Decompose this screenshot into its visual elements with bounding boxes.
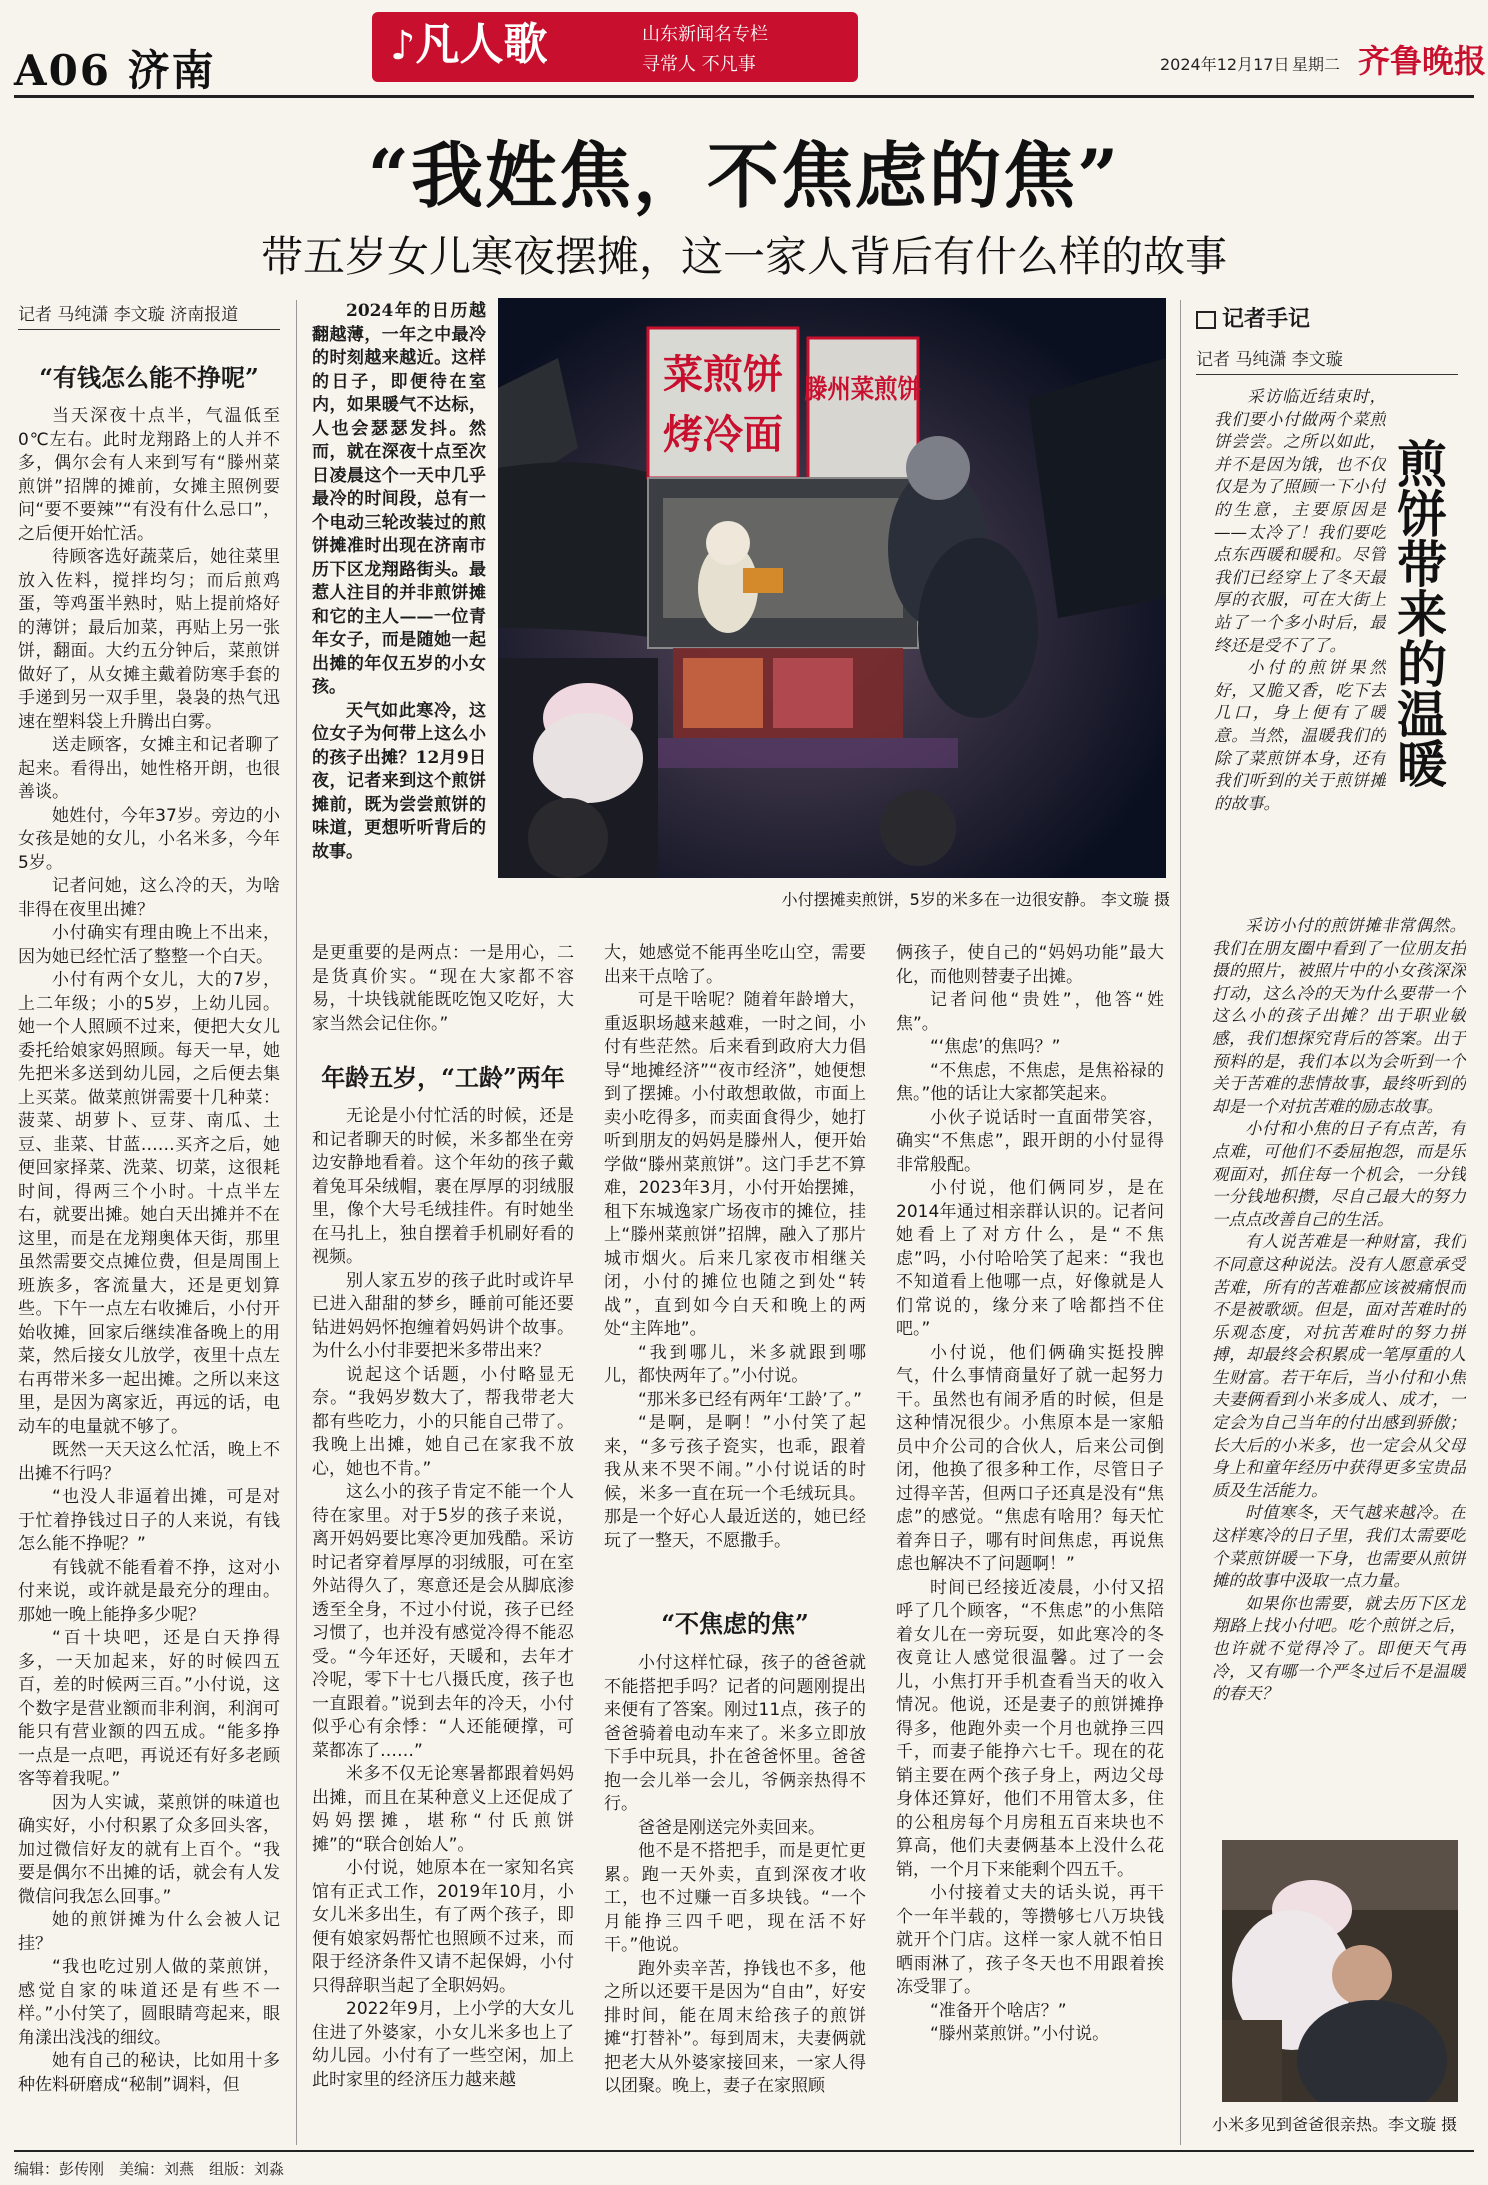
sidebar-paragraph: 如果你也需要，就去历下区龙翔路上找小付吧。吃个煎饼之后，也许就不觉得冷了。即便天气再冷，又有哪一个严冬过后不是温暖的春天？ bbox=[1212, 1593, 1466, 1704]
issue-weekday: 星期二 bbox=[1292, 55, 1341, 74]
paragraph: 小付确实有理由晚上不出来，因为她已经忙活了整整一个白天。 bbox=[18, 923, 280, 967]
lead-paragraph: 天气如此寒冷，这位女子为何带上这么小的孩子出摊？12月9日夜，记者来到这个煎饼摊前，既为尝尝煎饼的味道，更想听听背后的故事。 bbox=[312, 700, 486, 862]
paragraph: “那米多已经有两年‘工龄’了。” bbox=[638, 1389, 862, 1410]
issue-date: 2024年12月17日 bbox=[1160, 55, 1290, 74]
sidebar-paragraph: 时值寒冬，天气越来越冷。在这样寒冷的日子里，我们太需要吃个菜煎饼暖一下身，也需要从煎饼摊的故事中汲取一点力量。 bbox=[1212, 1503, 1466, 1591]
header-rule bbox=[14, 95, 1474, 98]
byline: 记者 马纯潇 李文璇 济南报道 bbox=[18, 300, 280, 330]
sign-text-3: 滕州菜煎饼 bbox=[804, 373, 921, 405]
column-logo-text: 凡人歌 bbox=[415, 19, 548, 70]
sidebar-byline: 记者 马纯潇 李文璇 bbox=[1196, 345, 1458, 375]
paragraph: 2022年9月，上小学的大女儿住进了外婆家，小女儿米多也上了幼儿园。小付有了一些空闲，加上此时家里的经济压力越来越 bbox=[312, 1999, 574, 2090]
notebook-icon bbox=[1196, 311, 1216, 329]
column-tag-1: 山东新闻名专栏 bbox=[642, 24, 768, 45]
sidebar-paragraph: 采访小付的煎饼摊非常偶然。我们在朋友圈中看到了一位朋友拍摄的照片，被照片中的小女孩深深打动，这么冷的天为什么要带一个这么小的孩子出摊？出于职业敏感，我们想探究背后的答案。出于预料的是，我们本以为会听到一个关于苦难的悲情故事，最终听到的却是一个对抗苦难的励志故事。 bbox=[1212, 916, 1466, 1116]
sign-text-1: 菜煎饼 bbox=[663, 352, 783, 398]
main-photo-caption: 小付摆摊卖煎饼，5岁的米多在一边很安静。 李文璇 摄 bbox=[781, 890, 1170, 909]
paragraph: 记者问她，这么冷的天，为啥非得在夜里出摊？ bbox=[18, 876, 280, 920]
paragraph: 可是干啥呢？随着年龄增大，重返职场越来越难，一时之间，小付有些茫然。后来看到政府大力倡导“地摊经济”“夜市经济”，她便想到了摆摊。小付敢想敢做，市面上卖小吃得多，而卖面食得少，她打听到朋友的妈妈是滕州人，便开始学做“滕州菜煎饼”。这门手艺不算难，2023年3月，小付开始摆摊，租下东城逸家广场夜市的摊位，挂上“滕州菜煎饼”招牌，融入了那片城市烟火。后来几家夜市相继关闭，小付的摊位也随之到处“转战”，直到如今白天和晚上的两处“主阵地”。 bbox=[604, 990, 866, 1339]
paragraph: 小付说，她原本在一家知名宾馆有正式工作，2019年10月，小女儿米多出生，有了两个孩子，即便有娘家妈帮忙也照顾不过来，而限于经济条件又请不起保姆，小付只得辞职当起了全职妈妈。 bbox=[312, 1858, 574, 1996]
lead-paragraph: 2024年的日历越翻越薄，一年之中最冷的时刻越来越近。这样的日子，即便待在室内，如果暖气不达标，人也会瑟瑟发抖。然而，就在深夜十点至次日凌晨这个一天中几乎最冷的时间段，总有一个电动三轮改装过的煎饼摊准时出现在济南市历下区龙翔路街头。最惹人注目的并非煎饼摊和它的主人——一位青年女子，而是随她一起出摊的年仅五岁的小女孩。 bbox=[312, 301, 486, 697]
sidebar-title bbox=[1196, 302, 1310, 333]
paragraph: 送走顾客，女摊主和记者聊了起来。看得出，她性格开朗，也很善谈。 bbox=[18, 735, 280, 802]
paragraph: 因为人实诚，菜煎饼的味道也确实好，小付积累了众多回头客，加过微信好友的就有上百个。“我要是偶尔不出摊的话，就会有人发微信问我怎么回事。” bbox=[18, 1792, 280, 1907]
paragraph: 他不是不搭把手，而是更忙更累。跑一天外卖，直到深夜才收工，也不过赚一百多块钱。“一个月能挣三四千吧，现在活不好干。”他说。 bbox=[604, 1841, 866, 1955]
footer-rule bbox=[14, 2150, 1474, 2152]
paragraph: “我也吃过别人做的菜煎饼，感觉自家的味道还是有些不一样。”小付笑了，圆眼睛弯起来，眼角漾出浅浅的细纹。 bbox=[18, 1957, 280, 2048]
paragraph: “‘焦虑’的焦吗？” bbox=[930, 1037, 1061, 1057]
paragraph: 她有自己的秘诀，比如用十多种佐料研磨成“秘制”调料，但 bbox=[18, 2051, 280, 2095]
editor-credits: 编辑：彭传刚 美编：刘燕 组版：刘淼 bbox=[14, 2160, 285, 2178]
section-title-1: “有钱怎么能不挣呢” bbox=[39, 363, 259, 392]
lead-text bbox=[312, 300, 486, 930]
column-3b-text bbox=[604, 1652, 866, 2145]
paragraph: 俩孩子，使自己的“妈妈功能”最大化，而他则替妻子出摊。 bbox=[896, 943, 1164, 987]
paragraph: 小付这样忙碌，孩子的爸爸就不能搭把手吗？记者的问题刚提出来便有了答案。刚过11点，孩子的爸爸骑着电动车来了。米多立即放下手中玩具，扑在爸爸怀里。爸爸抱一会儿举一会儿，爷俩亲热得不行。 bbox=[604, 1653, 866, 1814]
sidebar-paragraph: 采访临近结束时，我们要小付做两个菜煎饼尝尝。之所以如此，并不是因为饿，也不仅仅是为了照顾一下小付的生意，主要原因是——太冷了！我们要吃点东西暖和暖和。尽管我们已经穿上了冬天最厚的衣服，可在大街上站了一个多小时后，最终还是受不了了。 bbox=[1214, 387, 1386, 655]
sign-text-2: 烤冷面 bbox=[663, 412, 783, 458]
paragraph: 无论是小付忙活的时候，还是和记者聊天的时候，米多都坐在旁边安静地看着。这个年幼的孩子戴着兔耳朵绒帽，裹在厚厚的羽绒服里，像个大号毛绒挂件。有时她坐在马扎上，独自摆着手机刷好看的视频。 bbox=[312, 1106, 574, 1267]
sidebar-paragraph: 小付和小焦的日子有点苦，有点难，可他们不委屈抱怨，而是乐观面对，抓住每一个机会，一分钱一分钱地积攒，尽自己最大的努力一点点改善自己的生活。 bbox=[1212, 1119, 1466, 1229]
paragraph: “百十块吧，还是白天挣得多，一天加起来，好的时候四五百，差的时候两三百。”小付说，这个数字是营业额而非利润，利润可能只有营业额的四五成。“能多挣一点是一点吧，再说还有好多老顾客等着我呢。” bbox=[18, 1628, 280, 1789]
paragraph: 有钱就不能看着不挣，这对小付来说，或许就是最充分的理由。那她一晚上能挣多少呢？ bbox=[18, 1557, 280, 1625]
paragraph: “也没人非逼着出摊，可是对于忙着挣钱过日子的人来说，有钱怎么能不挣呢？” bbox=[18, 1487, 280, 1554]
paragraph: 小付接着丈夫的话头说，再干个一年半载的，等攒够七八万块钱就开个门店。这样一家人就不怕日晒雨淋了，孩子冬天也不用跟着挨冻受罪了。 bbox=[896, 1883, 1164, 1997]
paragraph: 小伙子说话时一直面带笑容，确实“不焦虑”，跟开朗的小付显得非常般配。 bbox=[896, 1107, 1164, 1175]
paragraph: 大，她感觉不能再坐吃山空，需要出来干点啥了。 bbox=[604, 943, 866, 987]
paragraph: 她的煎饼摊为什么会被人记挂？ bbox=[18, 1910, 280, 1954]
food-stall-illustration bbox=[498, 298, 1166, 878]
paragraph: 时间已经接近凌晨，小付又招呼了几个顾客，“不焦虑”的小焦陪着女儿在一旁玩耍，如此寒冷的冬夜竟让人感觉很温馨。过了一会儿，小焦打开手机查看当天的收入情况。他说，还是妻子的煎饼摊挣得多，他跑外卖一个月也就挣三四千，而妻子能挣六七千。现在的花销主要在两个孩子身上，两边父母身体还算好，他们不用管太多，住的公租房每个月房租五百来块也不算高，他们夫妻俩基本上没什么花销，一个月下来能剩个四五千。 bbox=[896, 1577, 1164, 1880]
paragraph: 待顾客选好蔬菜后，她往菜里放入佐料，搅拌均匀；而后煎鸡蛋，等鸡蛋半熟时，贴上提前烙好的薄饼；最后加菜，再贴上另一张饼，翻面。大约五分钟后，菜煎饼做好了，从女摊主戴着防寒手套的手递到另一双手里，袅袅的热气迅速在塑料袋上升腾出白雾。 bbox=[18, 547, 280, 732]
column-1-text bbox=[18, 405, 280, 2145]
paragraph: 当天深夜十点半，气温低至0℃左右。此时龙翔路上的人并不多，偶尔会有人来到写有“滕州菜煎饼”招牌的摊前，女摊主照例要问“要不要辣”“有没有什么忌口”，之后便开始忙活。 bbox=[18, 406, 280, 544]
column-2-top-text bbox=[312, 942, 574, 1036]
paragraph: 记者问他“贵姓”，他答“姓焦”。 bbox=[896, 990, 1164, 1034]
paragraph: 别人家五岁的孩子此时或许早已进入甜甜的梦乡，睡前可能还要钻进妈妈怀抱缠着妈妈讲个故事。为什么小付非要把米多带出来？ bbox=[312, 1270, 574, 1361]
paragraph: 小付有两个女儿，大的7岁，上二年级；小的5岁，上幼儿园。她一个人照顾不过来，便把大女儿委托给娘家妈照顾。每天一早，她先把米多送到幼儿园，之后便去集上买菜。做菜煎饼需要十几种菜：菠菜、胡萝卜、豆芽、南瓜、土豆、韭菜、甘蓝……买齐之后，她便回家择菜、洗菜、切菜，这很耗时间，得两三个小时。十点半左右，就要出摊。她白天出摊并不在这里，而是在龙翔奥体天街，那里虽然需要交点摊位费，但是周围上班族多，客流量大，还是更划算些。下午一点左右收摊后，小付开始收摊，回家后继续准备晚上的用菜，然后接女儿放学，夜里十点左右再带米多一起出摊。之所以来这里，是因为离家近，再远的话，电动车的电量就不够了。 bbox=[18, 970, 280, 1437]
column-divider bbox=[1180, 300, 1181, 2145]
sidebar-photo bbox=[1222, 1840, 1458, 2102]
sidebar-paragraph: 有人说苦难是一种财富，我们不同意这种说法。没有人愿意承受苦难，所有的苦难都应该被痛恨而不是被歌颂。但是，面对苦难时的乐观态度，对抗苦难时的努力拼搏，却最终会积累成一笔厚重的人生财富。若干年后，当小付和小焦夫妻俩看到小米多成人、成才，一定会为自己当年的付出感到骄傲；长大后的小米多，也一定会从父母身上和童年经历中获得更多宝贵品质及生活能力。 bbox=[1212, 1232, 1466, 1500]
sidebar-text-wide bbox=[1212, 915, 1466, 1835]
column-logo bbox=[390, 12, 590, 78]
paragraph: 既然一天天这么忙活，晚上不出摊不行吗？ bbox=[18, 1440, 280, 1484]
sidebar-paragraph: 小付的煎饼果然好，又脆又香，吃下去几口，身上便有了暖意。当然，温暖我们的除了菜煎饼本身，还有我们听到的关于煎饼摊的故事。 bbox=[1214, 658, 1386, 813]
column-divider bbox=[296, 300, 297, 2145]
paragraph: 是更重要的是两点：一是用心，二是货真价实。“现在大家都不容易，十块钱就能既吃饱又吃好，大家当然会记住你。” bbox=[312, 943, 574, 1034]
paragraph: 米多不仅无论寒暑都跟着妈妈出摊，而且在某种意义上还促成了妈妈摆摊，堪称“付氏煎饼摊”的“联合创始人”。 bbox=[312, 1764, 574, 1855]
column-tag-2: 寻常人 不凡事 bbox=[642, 54, 756, 75]
sidebar-text-narrow bbox=[1214, 386, 1386, 906]
paragraph: 跑外卖辛苦，挣钱也不多，他之所以还要干是因为“自由”，好安排时间，能在周末给孩子的煎饼摊“打替补”。每到周末，夫妻俩就把老大从外婆家接回来，一家人得以团聚。晚上，妻子在家照顾 bbox=[604, 1958, 866, 2096]
paragraph: 这么小的孩子肯定不能一个人待在家里。对于5岁的孩子来说，离开妈妈要比寒冷更加残酷。采访时记者穿着厚厚的羽绒服，可在室外站得久了，寒意还是会从脚底渗透至全身，不过小付说，孩子已经习惯了，也并没有感觉冷得不能忍受。“今年还好，天暖和，去年才冷呢，零下十七八摄氏度，孩子也一直跟着。”说到去年的冷天，小付似乎心有余悸：“人还能硬撑，可菜都冻了……” bbox=[312, 1482, 574, 1761]
paragraph: 爸爸是刚送完外卖回来。 bbox=[638, 1817, 825, 1838]
column-banner bbox=[372, 6, 858, 88]
column-4-text bbox=[896, 942, 1164, 2145]
page-label: A06 济南 bbox=[14, 46, 216, 95]
section-title-2: 年龄五岁，“工龄”两年 bbox=[321, 1063, 565, 1092]
section-title-3: “不焦虑的焦” bbox=[661, 1609, 809, 1638]
sidebar-title-text: 记者手记 bbox=[1222, 306, 1311, 332]
sidebar-vertical-title: 煎饼带来的温暖 bbox=[1389, 438, 1448, 788]
main-photo bbox=[498, 298, 1166, 878]
paragraph: 小付说，他们俩同岁，是在2014年通过相亲群认识的。记者问她看上了对方什么，是“不焦虑”吗，小付哈哈笑了起来：“我也不知道看上他哪一点，好像就是人们常说的，缘分来了啥都挡不住吧。” bbox=[896, 1178, 1164, 1339]
column-2-text bbox=[312, 1105, 574, 2145]
sidebar-photo-caption: 小米多见到爸爸很亲热。李文璇 摄 bbox=[1212, 2115, 1458, 2134]
paragraph: “准备开个啥店？” bbox=[930, 2000, 1067, 2021]
paragraph: 说起这个话题，小付略显无奈。“我妈岁数大了，帮我带老大都有些吃力，小的只能自己带了。我晚上出摊，她自己在家我不放心，她也不肯。” bbox=[312, 1364, 574, 1479]
paper-name: 齐鲁晚报 bbox=[1358, 42, 1487, 80]
paragraph: “我到哪儿，米多就跟到哪儿，都快两年了。”小付说。 bbox=[604, 1342, 866, 1386]
column-3-text bbox=[604, 942, 866, 1592]
subheadline: 带五岁女儿寒夜摆摊，这一家人背后有什么样的故事 bbox=[260, 232, 1227, 281]
paragraph: “不焦虑，不焦虑，是焦裕禄的焦。”他的话让大家都笑起来。 bbox=[896, 1060, 1164, 1104]
father-daughter-illustration bbox=[1222, 1840, 1458, 2102]
headline: “我姓焦，不焦虑的焦” bbox=[367, 133, 1121, 218]
paragraph: 小付说，他们俩确实挺投脾气，什么事情商量好了就一起努力干。虽然也有闹矛盾的时候，但是这种情况很少。小焦原本是一家船员中介公司的合伙人，后来公司倒闭，他换了很多种工作，尽管日子过得辛苦，但两口子还真是没有“焦虑”的感觉。“焦虑有啥用？每天忙着奔日子，哪有时间焦虑，再说焦虑也解决不了问题啊！” bbox=[896, 1342, 1164, 1574]
paragraph: 她姓付，今年37岁。旁边的小女孩是她的女儿，小名米多，今年5岁。 bbox=[18, 805, 280, 873]
music-note-icon: ♪ bbox=[390, 22, 416, 69]
paragraph: “是啊，是啊！”小付笑了起来，“多亏孩子瓷实，也乖，跟着我从来不哭不闹。”小付说话的时候，米多一直在玩一个毛绒玩具。那是一个好心人最近送的，她已经玩了一整天，不愿撒手。 bbox=[604, 1413, 866, 1551]
paragraph: “滕州菜煎饼。”小付说。 bbox=[930, 2024, 1110, 2044]
